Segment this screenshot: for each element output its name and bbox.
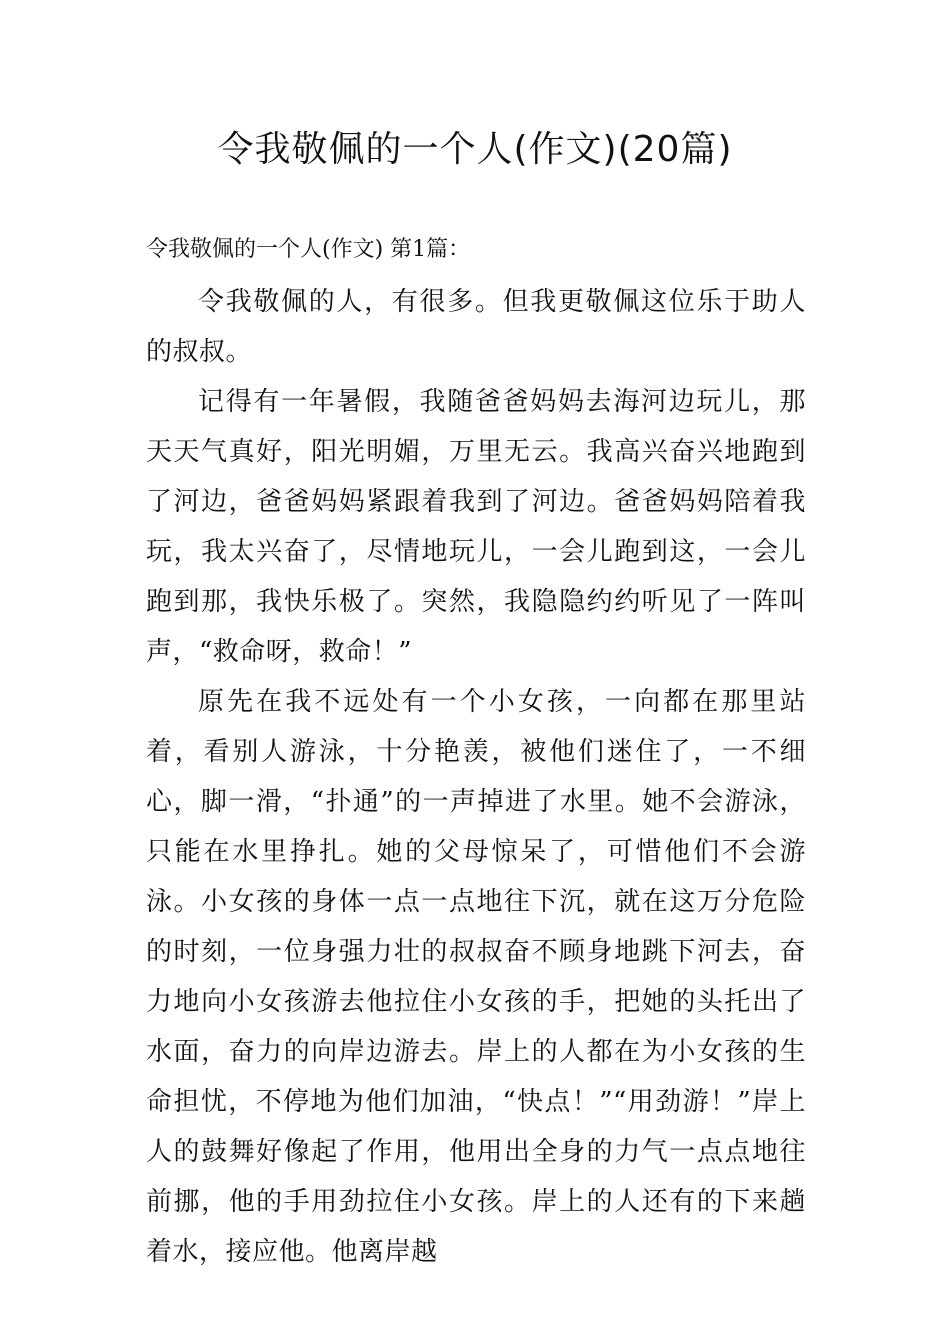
paragraph: 令我敬佩的人，有很多。但我更敬佩这位乐于助人的叔叔。 — [146, 287, 806, 367]
document-title: 令我敬佩的一个人(作文)(20篇) — [217, 129, 733, 170]
paragraph: 原先在我不远处有一个小女孩，一向都在那里站着，看别人游泳，十分艳羡，被他们迷住了，一不细心，脚一滑，“扑通”的一声掉进了水里。她不会游泳，只能在水里挣扎。她的父母惊呆了，可惜他们不会游泳。小女孩的身体一点一点地往下沉，就在这万分危险的时刻，一位身强力壮的叔叔奋不顾身地跳下河去，奋力地向小女孩游去他拉住小女孩的手，把她的头托出了水面，奋力的向岸边游去。岸上的人都在为小女孩的生命担忧，不停地为他们加油，“快点！”“用劲游！”岸上人的鼓舞好像起了作用，他用出全身的力气一点点地往前挪，他的手用劲拉住小女孩。岸上的人还有的下来趟着水，接应他。他离岸越 — [146, 687, 806, 1267]
document-body — [146, 277, 806, 1277]
section-heading: 令我敬佩的一个人(作文) 第1篇： — [146, 237, 471, 262]
paragraph: 记得有一年暑假，我随爸爸妈妈去海河边玩儿，那天天气真好，阳光明媚，万里无云。我高兴奋兴地跑到了河边，爸爸妈妈紧跟着我到了河边。爸爸妈妈陪着我玩，我太兴奋了，尽情地玩儿，一会儿跑到这，一会儿跑到那，我快乐极了。突然，我隐隐约约听见了一阵叫声，“救命呀，救命！” — [146, 387, 806, 667]
